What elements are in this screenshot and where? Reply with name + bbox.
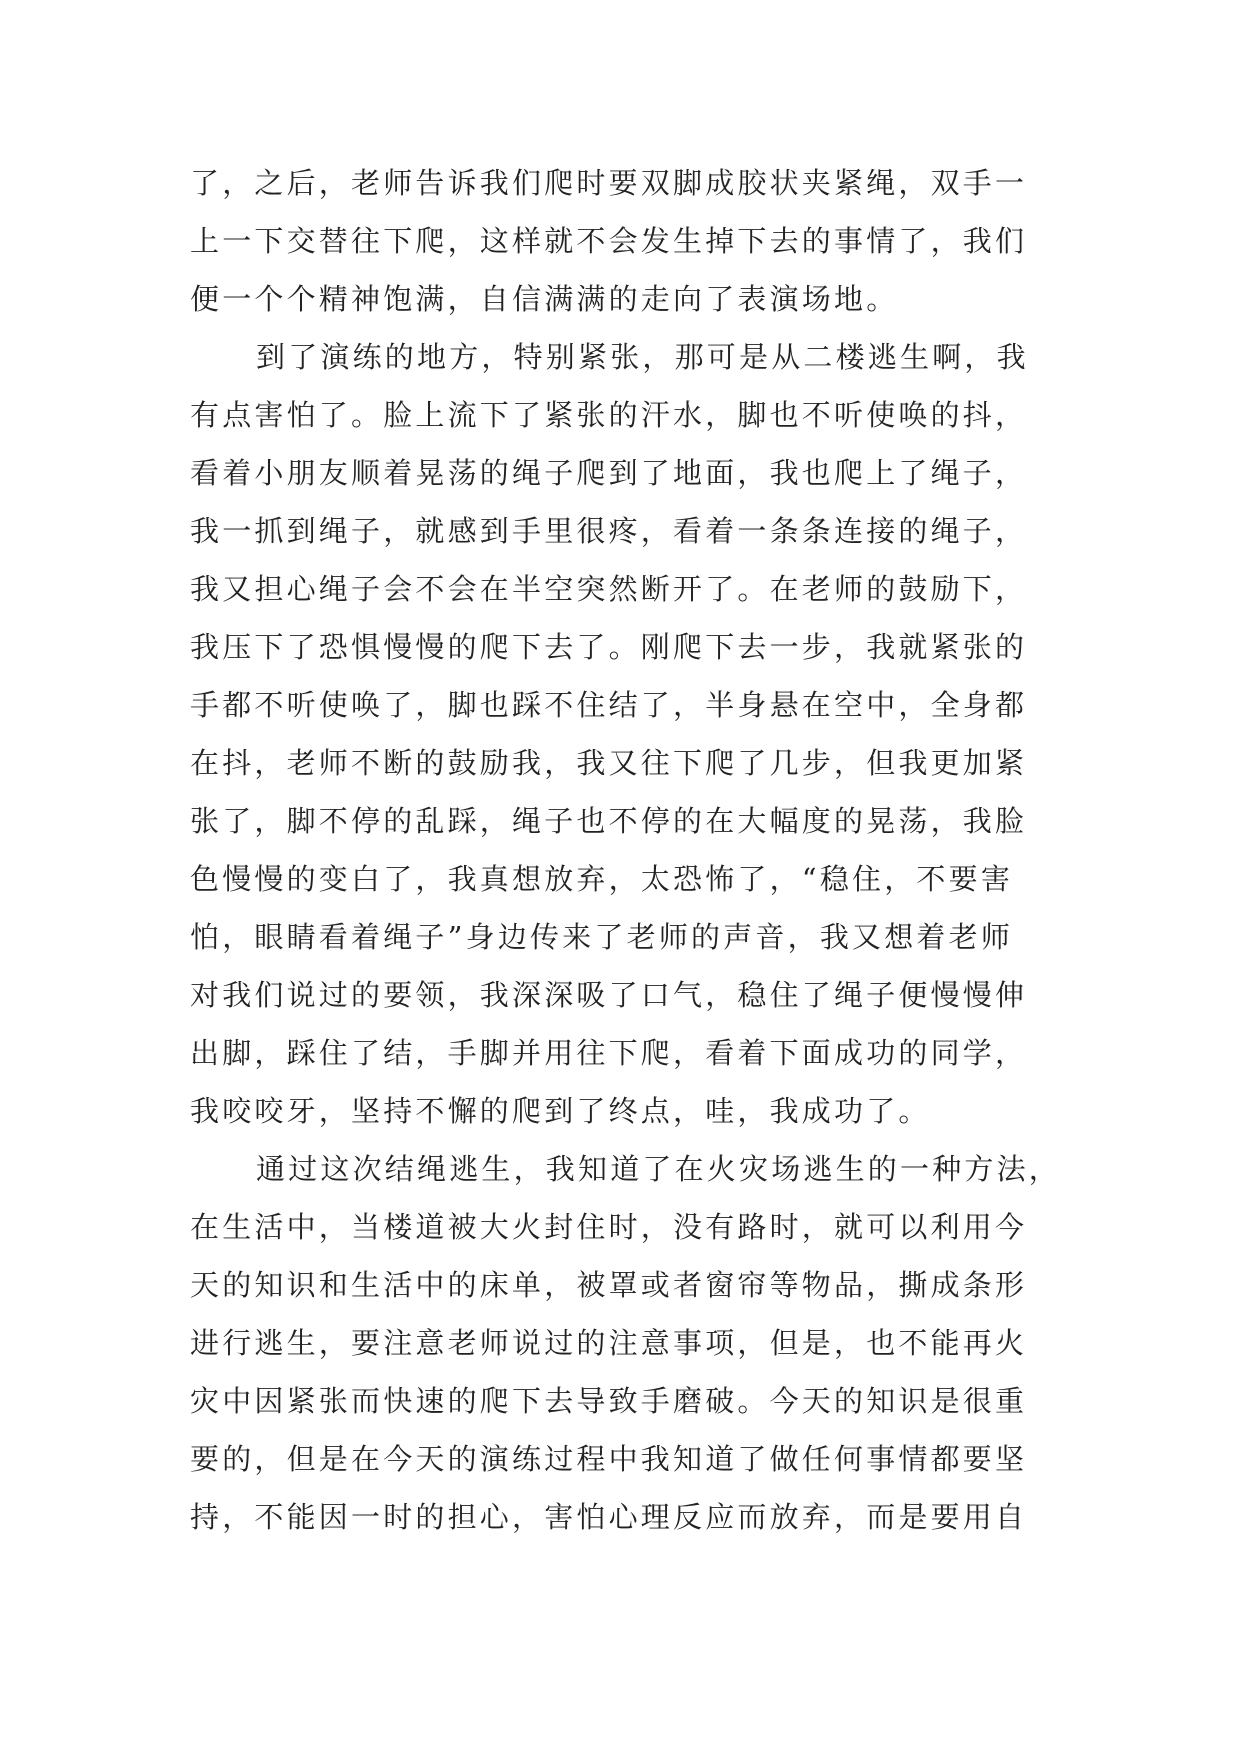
text-line: 张了，脚不停的乱踩，绳子也不停的在大幅度的晃荡，我脸 [190, 804, 1028, 838]
text-line: 手都不听使唤了，脚也踩不住结了，半身悬在空中，全身都 [190, 688, 1028, 722]
text-line: 有点害怕了。脸上流下了紧张的汗水，脚也不听使唤的抖， [190, 398, 1028, 432]
text-line: 色慢慢的变白了，我真想放弃，太恐怖了，“稳住，不要害 [190, 862, 1014, 896]
text-line: 在抖，老师不断的鼓励我，我又往下爬了几步，但我更加紧 [190, 746, 1028, 780]
text-line: 对我们说过的要领，我深深吸了口气，稳住了绳子便慢慢伸 [190, 978, 1028, 1012]
text-line: 进行逃生，要注意老师说过的注意事项，但是，也不能再火 [190, 1326, 1028, 1360]
text-line: 便一个个精神饱满，自信满满的走向了表演场地。 [190, 282, 899, 316]
text-line: 上一下交替往下爬，这样就不会发生掉下去的事情了，我们 [190, 224, 1028, 258]
text-line: 我一抓到绳子，就感到手里很疼，看着一条条连接的绳子， [190, 514, 1028, 548]
text-line: 我咬咬牙，坚持不懈的爬到了终点，哇，我成功了。 [190, 1094, 931, 1128]
text-line: 我又担心绳子会不会在半空突然断开了。在老师的鼓励下， [190, 572, 1028, 606]
paragraph-first-line: 到了演练的地方，特别紧张，那可是从二楼逃生啊，我 [256, 340, 1029, 374]
text-line: 出脚，踩住了结，手脚并用往下爬，看着下面成功的同学， [190, 1036, 1028, 1070]
text-line: 怕，眼睛看着绳子”身边传来了老师的声音，我又想着老师 [190, 920, 1014, 954]
paragraph-first-line: 通过这次结绳逃生，我知道了在火灾场逃生的一种方法， [256, 1152, 1062, 1186]
text-line: 我压下了恐惧慢慢的爬下去了。刚爬下去一步，我就紧张的 [190, 630, 1028, 664]
text-line: 持，不能因一时的担心，害怕心理反应而放弃，而是要用自 [190, 1500, 1028, 1534]
text-line: 了，之后，老师告诉我们爬时要双脚成胶状夹紧绳，双手一 [190, 166, 1028, 200]
text-line: 灾中因紧张而快速的爬下去导致手磨破。今天的知识是很重 [190, 1384, 1028, 1418]
text-line: 在生活中，当楼道被大火封住时，没有路时，就可以利用今 [190, 1210, 1028, 1244]
text-line: 看着小朋友顺着晃荡的绳子爬到了地面，我也爬上了绳子， [190, 456, 1028, 490]
text-line: 天的知识和生活中的床单，被罩或者窗帘等物品，撕成条形 [190, 1268, 1028, 1302]
text-line: 要的，但是在今天的演练过程中我知道了做任何事情都要坚 [190, 1442, 1028, 1476]
body-text [190, 154, 1060, 1546]
